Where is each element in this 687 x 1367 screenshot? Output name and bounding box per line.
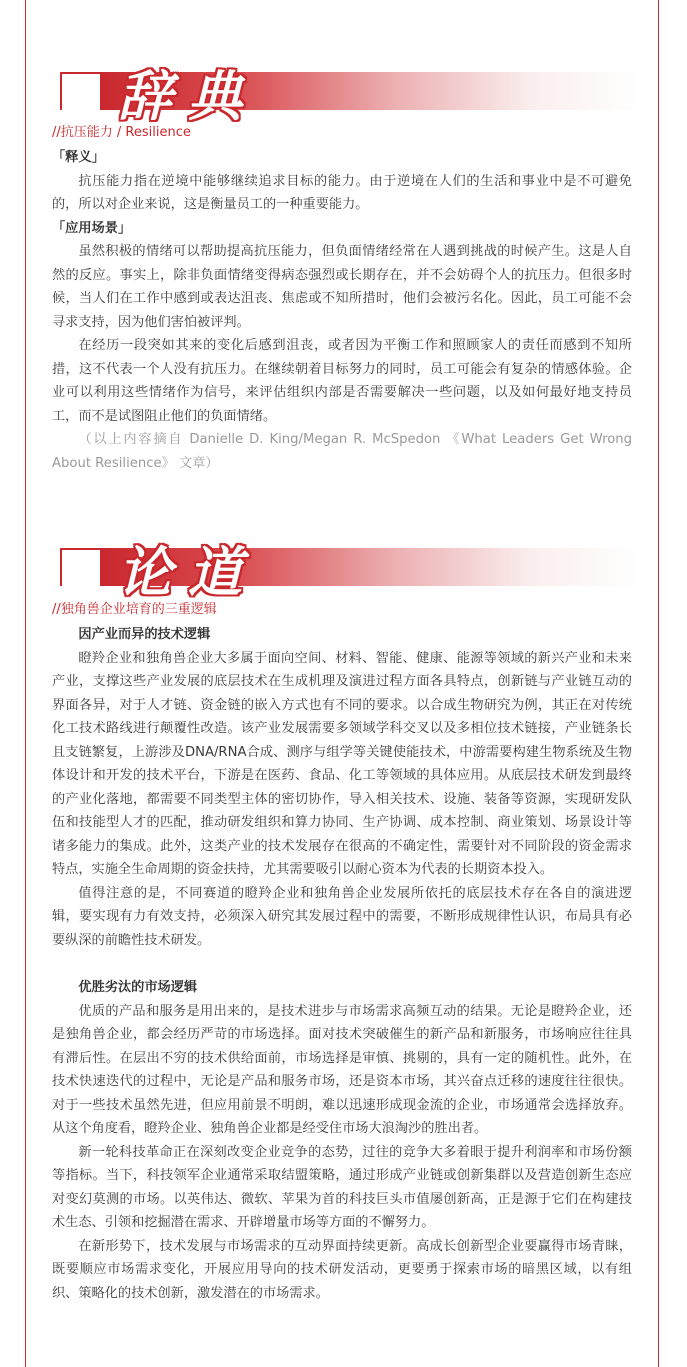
banner-bracket: [60, 72, 100, 110]
application-paragraph-1: 虽然积极的情绪可以帮助提高抗压能力，但负面情绪经常在人遇到挑战的时候产生。这是人自然的反应。事实上，除非负面情绪变得病态强烈或长期存在，并不会妨碍个人的抗压力。但很多时候，当人们在工作中感到或表达沮丧、焦虑或不知所措时，他们会被污名化。因此，员工可能不会寻求支持，因为他们害怕被评判。: [52, 244, 632, 330]
banner-title: 辞典: [118, 64, 258, 128]
market-logic-paragraph-1: 优质的产品和服务是用出来的，是技术进步与市场需求高频互动的结果。无论是瞪羚企业，还是独角兽企业，都会经历严苛的市场选择。面对技术突破催生的新产品和新服务，市场响应往往具有滞后性。在层出不穷的技术供给面前，市场选择是审慎、挑剔的，具有一定的随机性。此外，在技术快速迭代的过程中，无论是产品和服务市场，还是资本市场，其兴奋点迁移的速度往往很快。对于一些技术虽然先进，但应用前景不明朗，难以迅速形成现金流的企业，市场通常会选择放弃。从这个角度看，瞪羚企业、独角兽企业都是经受住市场大浪淘沙的胜出者。: [52, 1003, 632, 1136]
subheading-market-logic: 优胜劣汰的市场逻辑: [78, 980, 198, 995]
section-heading-resilience: //抗压能力 / Resilience: [52, 125, 191, 140]
section1-content: [52, 146, 632, 475]
source-citation: （以上内容摘自 Danielle D. King/Megan R. McSpedon 《What Leaders Get Wrong About Resilience》 文章）: [52, 432, 632, 471]
definition-label: 「释义」: [52, 150, 105, 165]
application-label: 「应用场景」: [52, 220, 132, 236]
tech-logic-paragraph-1: 瞪羚企业和独角兽企业大多属于面向空间、材料、智能、健康、能源等领域的新兴产业和未来产业，支撑这些产业发展的底层技术在生成机理及演进过程方面各具特点，创新链与产业链互动的界面各异，对于人才链、资金链的嵌入方式也有不同的要求。以合成生物研究为例，其正在对传统化工技术路线进行颠覆性改造。该产业发展需要多领域学科交叉以及多相位技术链接，产业链条长且支链繁复，上游涉及DNA/RNA合成、测序与组学等关键使能技术，中游需要构建生物系统及生物体设计和开发的技术平台，下游是在医药、食品、化工等领域的具体应用。从底层技术研发到最终的产业化落地，都需要不同类型主体的密切协作，导入相关技术、设施、装备等资源，实现研发队伍和技能型人才的匹配，推动研发组织和算力协同、生产协调、成本控制、商业策划、场景设计等诸多能力的集成。此外，这类产业的技术发展存在很高的不确定性，需要针对不同阶段的资金需求特点，实施全生命周期的资金扶持，尤其需要吸引以耐心资本为代表的长期资本投入。: [52, 650, 632, 877]
subheading-tech-logic: 因产业而异的技术逻辑: [78, 627, 211, 642]
banner-title: 论道: [118, 540, 258, 604]
market-logic-paragraph-2: 新一轮科技革命正在深刻改变企业竞争的态势，过往的竞争大多着眼于提升利润率和市场份额等指标。当下，科技领军企业通常采取结盟策略，通过形成产业链或创新集群以及营造创新生态应对变幻莫测的市场。以英伟达、微软、苹果为首的科技巨头市值屡创新高，正是源于它们在构建技术生态、引领和挖掘潜在需求、开辟增量市场等方面的不懈努力。: [52, 1144, 632, 1230]
application-paragraph-2: 在经历一段突如其来的变化后感到沮丧，或者因为平衡工作和照顾家人的责任而感到不知所措，这不代表一个人没有抗压力。在继续朝着目标努力的同时，员工可能会有复杂的情感体验。企业可以利用这些情绪作为信号，来评估组织内部是否需要解决一些问题，以及如何最好地支持员工，而不是试图阻止他们的负面情绪。: [52, 338, 632, 424]
banner-bracket: [60, 548, 100, 586]
section2-content: [52, 623, 632, 1305]
market-logic-paragraph-3: 在新形势下，技术发展与市场需求的互动界面持续更新。高成长创新型企业要赢得市场青睐，既要顺应市场需求变化，开展应用导向的技术研发活动，更要勇于探索市场的暗黑区域，以有组织、策略化的技术创新，激发潜在的市场需求。: [52, 1238, 632, 1301]
section-heading-unicorn: //独角兽企业培育的三重逻辑: [52, 602, 217, 617]
definition-paragraph: 抗压能力指在逆境中能够继续追求目标的能力。由于逆境在人们的生活和事业中是不可避免的，所以对企业来说，这是衡量员工的一种重要能力。: [52, 173, 632, 212]
tech-logic-paragraph-2: 值得注意的是，不同赛道的瞪羚企业和独角兽企业发展所依托的底层技术存在各自的演进逻辑，要实现有力有效支持，必须深入研究其发展过程中的需要，不断形成规律性认识，布局具有必要纵深的前瞻性技术研发。: [52, 885, 632, 948]
paragraph-gap: [52, 952, 632, 976]
